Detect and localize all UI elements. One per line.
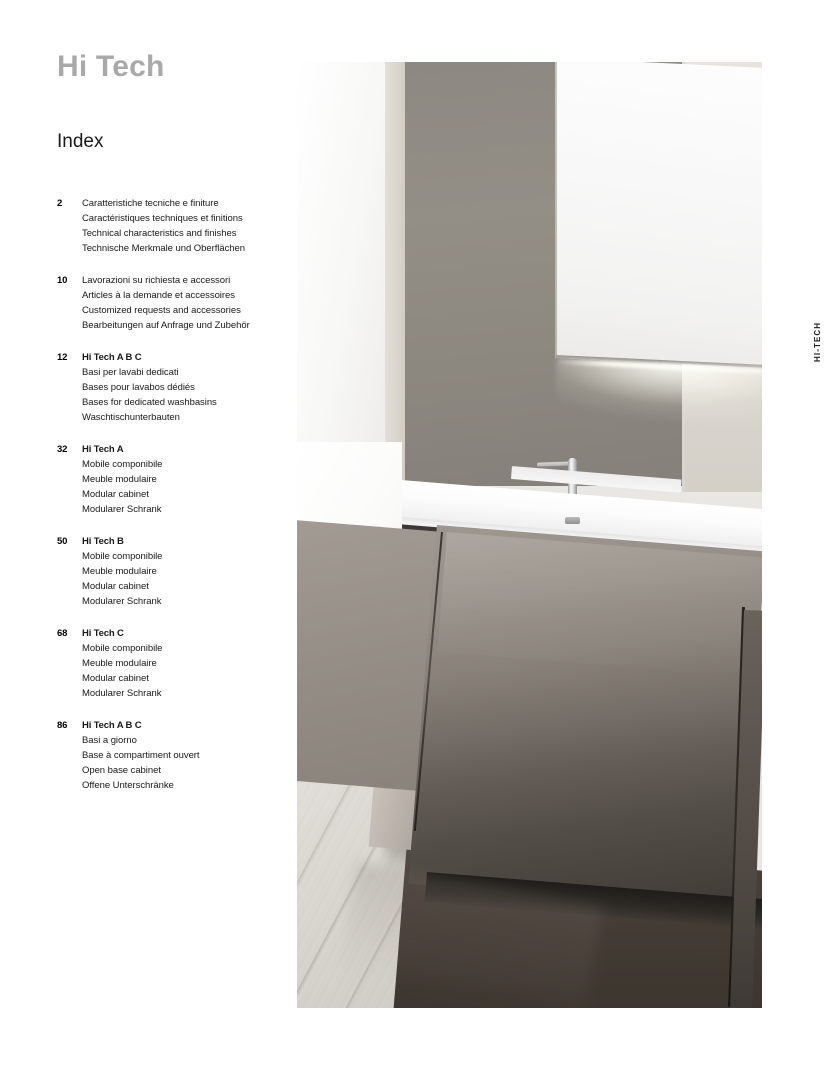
index-entry-subtitle: Technical characteristics and finishes [82, 228, 237, 239]
photo-mirror-left-edge [555, 62, 557, 358]
index-entry-subtitle: Mobile componibile [82, 643, 163, 654]
index-entry[interactable] [57, 442, 287, 517]
index-entry[interactable] [57, 534, 287, 609]
index-entry-page-number: 32 [57, 444, 68, 455]
photo-mirror [556, 62, 762, 369]
index-entry-subtitle: Mobile componibile [82, 459, 163, 470]
index-entry-subtitle: Mobile componibile [82, 551, 163, 562]
index-entry[interactable] [57, 626, 287, 701]
photo-wall-white-left [297, 62, 392, 492]
index-entry-subtitle: Caractéristiques techniques et finitions [82, 213, 243, 224]
index-entry-page-number: 12 [57, 352, 68, 363]
index-entry-title: Hi Tech B [82, 536, 124, 547]
index-entry-subtitle: Meuble modulaire [82, 658, 157, 669]
index-entry-subtitle: Base à compartiment ouvert [82, 750, 200, 761]
side-tab-label: HI-TECH [813, 321, 822, 362]
index-entry-lines [82, 442, 287, 517]
index-list [57, 196, 287, 810]
index-entry-lines [82, 196, 287, 256]
left-text-column [0, 0, 297, 1080]
index-entry-lines [82, 350, 287, 425]
index-entry-subtitle: Bases pour lavabos dédiés [82, 382, 195, 393]
index-entry-subtitle: Waschtischunterbauten [82, 412, 180, 423]
index-entry-title: Hi Tech A [82, 444, 124, 455]
index-entry-subtitle: Customized requests and accessories [82, 305, 241, 316]
index-entry-page-number: 10 [57, 275, 68, 286]
index-entry-title: Hi Tech C [82, 628, 124, 639]
index-entry[interactable] [57, 350, 287, 425]
index-entry-subtitle: Modular cabinet [82, 673, 149, 684]
index-entry-subtitle: Bearbeitungen auf Anfrage und Zubehör [82, 320, 250, 331]
photo-cabinet-gloss-sheen [437, 532, 762, 677]
index-entry-lines [82, 626, 287, 701]
index-entry-lines [82, 534, 287, 609]
index-entry[interactable] [57, 273, 287, 333]
index-entry-subtitle: Bases for dedicated washbasins [82, 397, 217, 408]
index-entry-title: Hi Tech A B C [82, 720, 142, 731]
index-entry-page-number: 68 [57, 628, 68, 639]
index-entry[interactable] [57, 196, 287, 256]
index-entry-subtitle: Modular cabinet [82, 489, 149, 500]
index-entry-subtitle: Technische Merkmale und Oberflächen [82, 243, 246, 254]
index-entry-subtitle: Offene Unterschränke [82, 780, 174, 791]
index-entry-subtitle: Modularer Schrank [82, 688, 162, 699]
photo-mirror-led-glow [556, 358, 762, 478]
index-entry-subtitle: Modular cabinet [82, 581, 149, 592]
index-heading: Index [57, 131, 104, 152]
index-entry-subtitle: Articles à la demande et accessoires [82, 290, 235, 301]
index-entry-subtitle: Meuble modulaire [82, 566, 157, 577]
index-entry-lines [82, 718, 287, 793]
index-entry-lines [82, 273, 287, 333]
index-entry-page-number: 86 [57, 720, 68, 731]
index-entry-subtitle: Basi per lavabi dedicati [82, 367, 179, 378]
index-entry-page-number: 50 [57, 536, 68, 547]
photo-wall-return-strip [385, 62, 407, 486]
index-entry-subtitle: Caratteristiche tecniche e finiture [82, 198, 219, 209]
index-entry-subtitle: Open base cabinet [82, 765, 161, 776]
page-title: Hi Tech [57, 50, 165, 83]
hero-photograph [297, 62, 762, 1008]
index-entry-subtitle: Basi a giorno [82, 735, 137, 746]
index-entry-subtitle: Modularer Schrank [82, 596, 162, 607]
index-entry-title: Hi Tech A B C [82, 352, 142, 363]
index-entry-subtitle: Meuble modulaire [82, 474, 157, 485]
photo-faucet-base [565, 517, 580, 524]
index-entry-page-number: 2 [57, 198, 63, 209]
index-entry-subtitle: Modularer Schrank [82, 504, 162, 515]
index-entry[interactable] [57, 718, 287, 793]
index-entry-subtitle: Lavorazioni su richiesta e accessori [82, 275, 231, 286]
